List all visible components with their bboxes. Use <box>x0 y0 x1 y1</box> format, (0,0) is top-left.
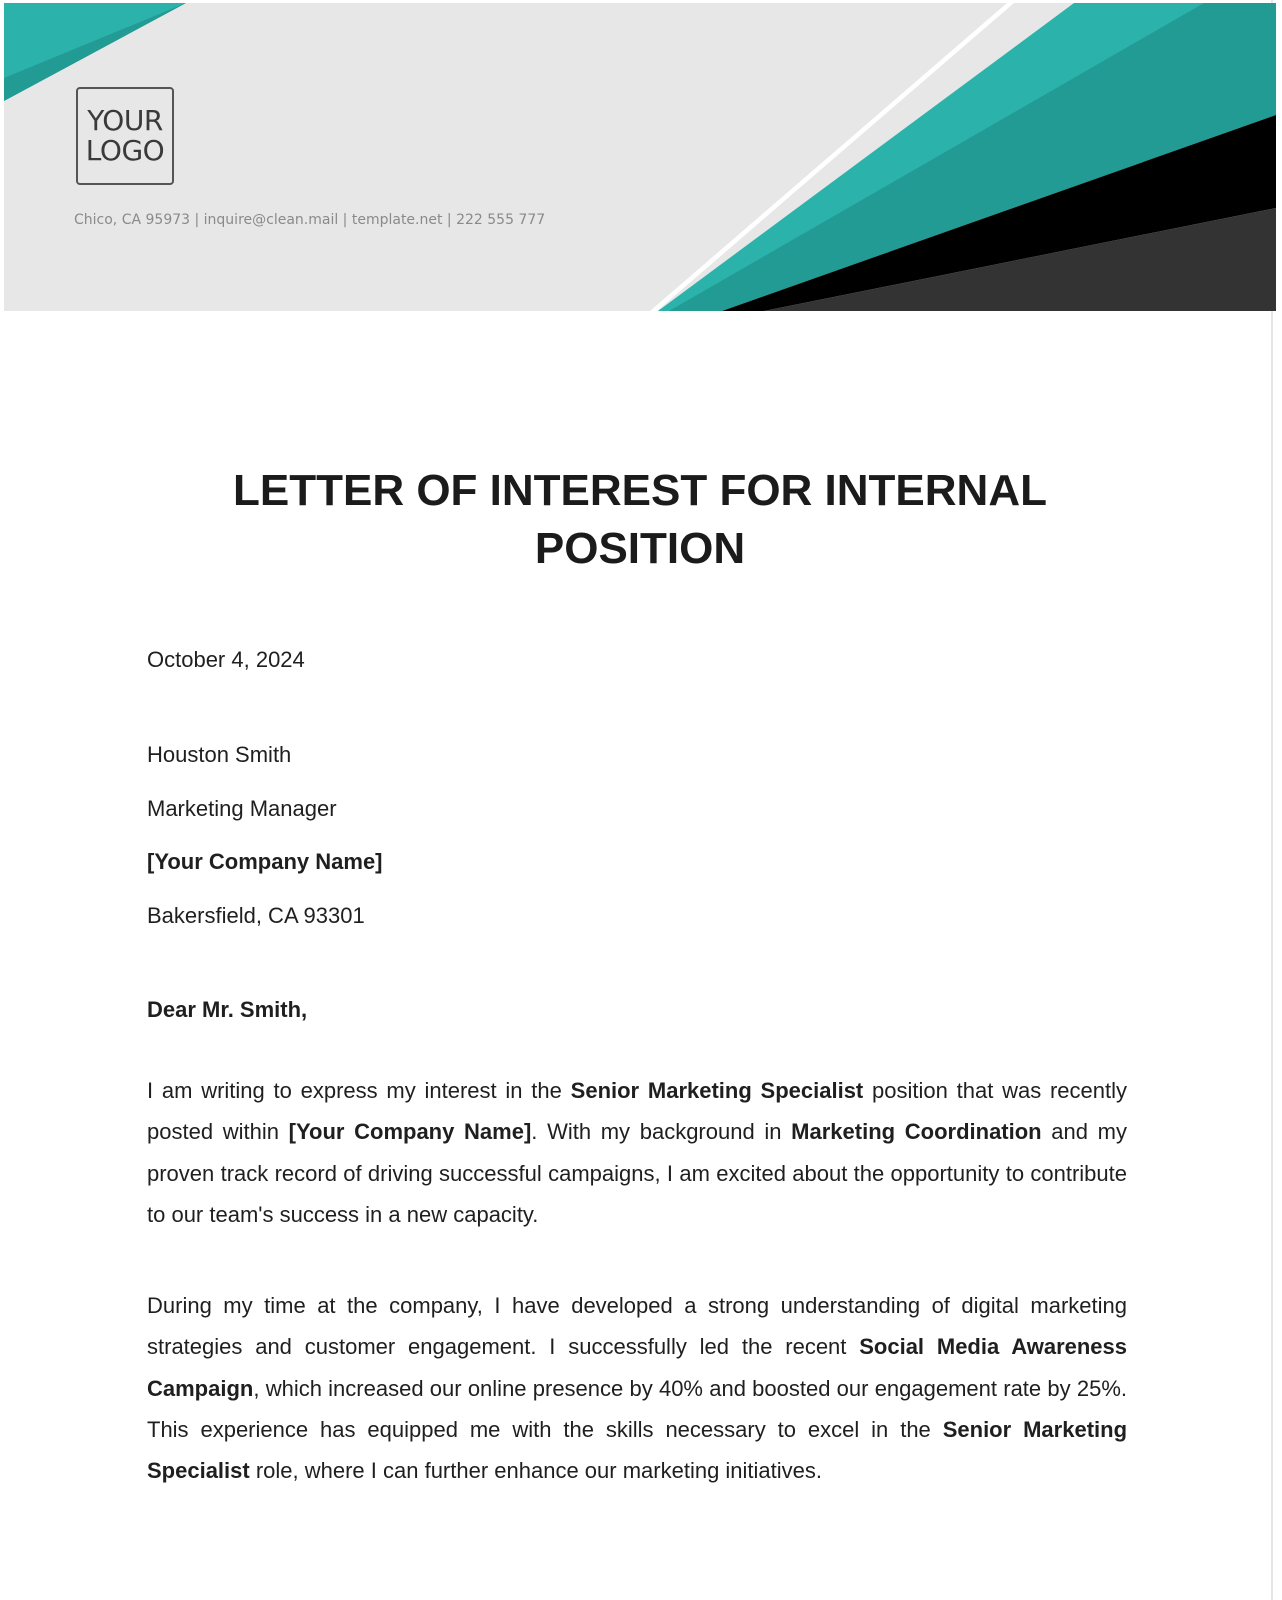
contact-info: Chico, CA 95973 | inquire@clean.mail | template.net | 222 555 777 <box>74 212 546 228</box>
recipient-address: Bakersfield, CA 93301 <box>147 903 365 928</box>
p2-text-2: , which increased our online presence by 40% and boosted our engagement rate by 25%. This experience has equipped me with the skills necessary to excel in the <box>147 1375 1127 1442</box>
document-title: LETTER OF INTEREST FOR INTERNAL POSITION <box>233 466 1047 573</box>
p1-text-3: . With my background in <box>531 1119 792 1145</box>
p1-text-1: I am writing to express my interest in the <box>147 1078 571 1103</box>
p1-text-4: and my proven track record of driving successful campaigns, I am excited about the opportunity to contribute to our team's success in a new capacity. <box>147 1119 1127 1227</box>
salutation: Dear Mr. Smith, <box>147 997 308 1022</box>
p2-bold-campaign: Social Media Awareness Campaign <box>147 1334 1128 1401</box>
recipient-company: [Your Company Name] <box>147 849 383 874</box>
letterhead <box>4 3 1276 311</box>
paragraph-1 <box>147 1070 1127 1235</box>
p2-text-1: During my time at the company, I have developed a strong understanding of digital marketing strategies and customer engagement. I successfully led the recent <box>147 1293 1127 1360</box>
recipient-role: Marketing Manager <box>147 796 337 821</box>
p1-bold-position: Senior Marketing Specialist <box>570 1078 864 1103</box>
paragraph-2 <box>147 1285 1127 1491</box>
logo-placeholder <box>76 87 174 185</box>
p1-bold-company: [Your Company Name] <box>288 1119 532 1145</box>
p1-text-2: position that was recently posted within <box>147 1078 1127 1145</box>
letter-date: October 4, 2024 <box>147 647 305 672</box>
logo-text-line1: YOUR <box>87 104 163 137</box>
p2-text-3: role, where I can further enhance our marketing initiatives. <box>249 1458 823 1484</box>
decorative-shapes <box>4 3 1276 311</box>
recipient-name: Houston Smith <box>147 742 292 767</box>
logo-text-line2: LOGO <box>85 134 165 167</box>
p2-bold-position: Senior Marketing Specialist <box>147 1416 1128 1484</box>
p1-bold-background: Marketing Coordination <box>791 1119 1042 1145</box>
